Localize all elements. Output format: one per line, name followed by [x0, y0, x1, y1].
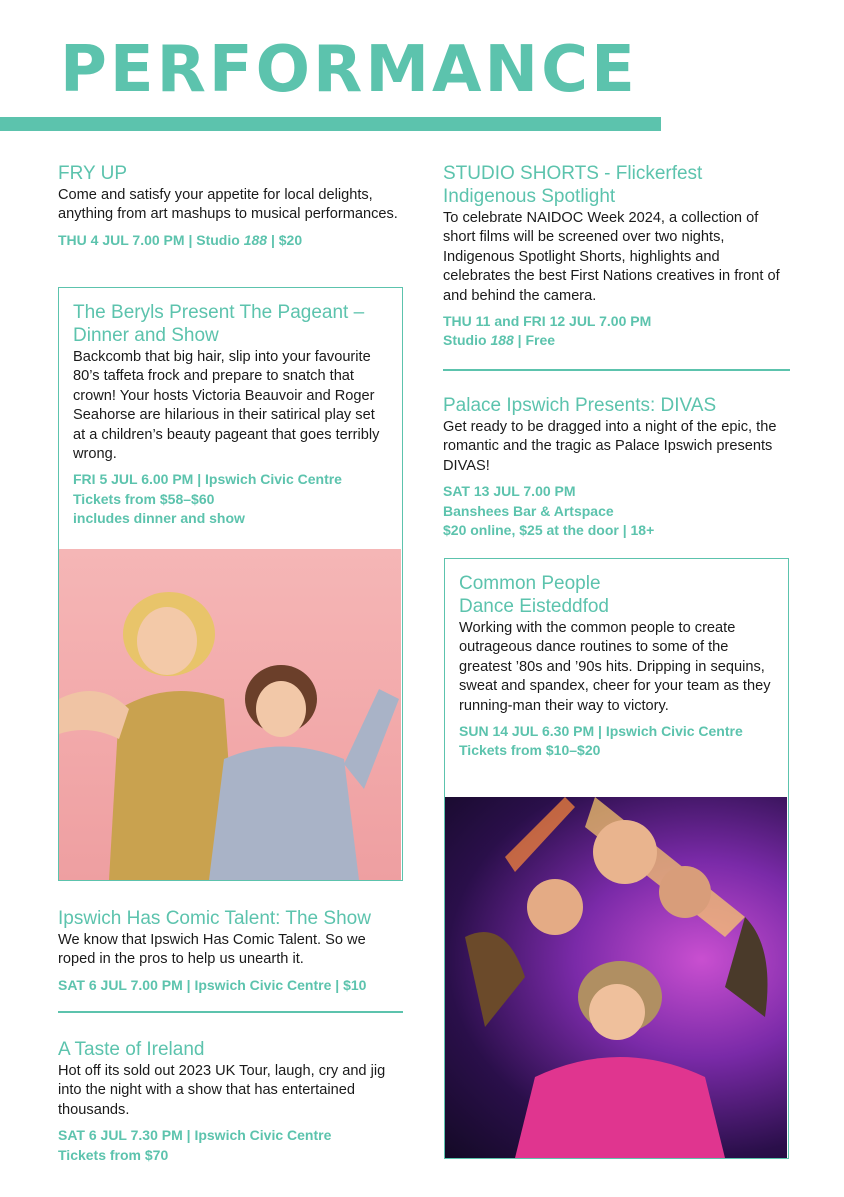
section-divider [58, 1011, 403, 1013]
venue-number: 188 [490, 332, 514, 349]
event-details-prefix: Studio [443, 332, 491, 349]
event-title: STUDIO SHORTS - Flickerfest Indigenous Spotlight [443, 163, 703, 207]
event-details [58, 231, 403, 250]
beryls-photo-illustration [59, 549, 401, 880]
grey-suit-shape [209, 747, 359, 881]
event-divas [443, 394, 790, 540]
event-fry-up [58, 162, 403, 250]
neon-light-shape [505, 797, 575, 872]
title-rule [0, 117, 661, 131]
arm-shape [59, 691, 129, 739]
venue-number: 188 [243, 231, 268, 248]
event-details-line1: THU 11 and FRI 12 JUL 7.00 PM [443, 313, 652, 330]
performer-face-shape [527, 879, 583, 935]
performer-face-shape [659, 866, 711, 918]
pink-outfit-shape [515, 1057, 725, 1158]
feather-shape [465, 932, 525, 1027]
beryls-photo [59, 549, 401, 880]
event-details: SUN 14 JUL 6.30 PM | Ipswich Civic Centre Tickets from $10–$20 [459, 723, 743, 759]
event-title: FRY UP [58, 163, 127, 184]
performer-face-shape [589, 984, 645, 1040]
face-shape [137, 607, 197, 675]
event-details-suffix: | $20 [267, 231, 303, 248]
event-title-line2: Dance Eisteddfod [459, 596, 609, 617]
divas-photo [445, 797, 787, 1158]
event-description: We know that Ipswich Has Comic Talent. So we roped in the pros to help us unearth it. [58, 932, 366, 968]
event-description: Hot off its sold out 2023 UK Tour, laugh, cry and jig into the night with a show that has entertained thousands. [58, 1063, 386, 1118]
event-details-prefix: THU 4 JUL 7.00 PM | Studio [58, 231, 244, 248]
page-title: PERFORMANCE [60, 33, 638, 107]
event-taste-of-ireland [58, 1038, 403, 1165]
event-title: A Taste of Ireland [58, 1039, 205, 1060]
event-description: Get ready to be dragged into a night of the epic, the romantic and the tragic as Palace Ipswich presents DIVAS! [443, 419, 777, 474]
event-beryls-box [58, 287, 403, 881]
event-title: Ipswich Has Comic Talent: The Show [58, 908, 371, 929]
event-details [443, 312, 790, 351]
event-title-line1: Common People [459, 573, 601, 594]
section-divider [443, 369, 790, 371]
event-description: Backcomb that big hair, slip into your favourite 80’s taffeta frock and prepare to snatch that crown! Your hosts Victoria Beauvoir and Roger Seahorse are hilarious in their satirical play set at a children’s beauty pageant that goes terribly wrong. [73, 349, 380, 463]
event-details-suffix: | Free [513, 332, 556, 349]
event-description: Come and satisfy your appetite for local delights, anything from art mashups to musical performances. [58, 187, 398, 223]
feather-shape [725, 917, 768, 1017]
event-comic-talent [58, 907, 403, 995]
event-details: SAT 13 JUL 7.00 PM Banshees Bar & Artspace $20 online, $25 at the door | 18+ [443, 483, 655, 539]
event-title: Palace Ipswich Presents: DIVAS [443, 395, 717, 416]
performer-face-shape [593, 820, 657, 884]
divas-photo-illustration [445, 797, 787, 1158]
event-details: FRI 5 JUL 6.00 PM | Ipswich Civic Centre Tickets from $58–$60 includes dinner and show [73, 471, 342, 527]
raised-arm-shape [344, 689, 399, 789]
event-title: The Beryls Present The Pageant – Dinner and Show [73, 302, 365, 346]
event-studio-shorts [443, 162, 790, 351]
event-details: SAT 6 JUL 7.30 PM | Ipswich Civic Centre Tickets from $70 [58, 1127, 332, 1163]
event-details: SAT 6 JUL 7.00 PM | Ipswich Civic Centre | $10 [58, 976, 367, 993]
event-description: Working with the common people to create outrageous dance routines to some of the greatest ’80s and ’90s hits. Dripping in sequins, sweat and spandex, cheer for your team as they running-man their way to victory. [459, 620, 771, 714]
event-description: To celebrate NAIDOC Week 2024, a collection of short films will be screened over two nights, Indigenous Spotlight Shorts, highlights and celebrates the best First Nations creatives in front of and behind the camera. [443, 210, 780, 304]
event-common-people-box [444, 558, 789, 1159]
face-shape [256, 681, 306, 737]
